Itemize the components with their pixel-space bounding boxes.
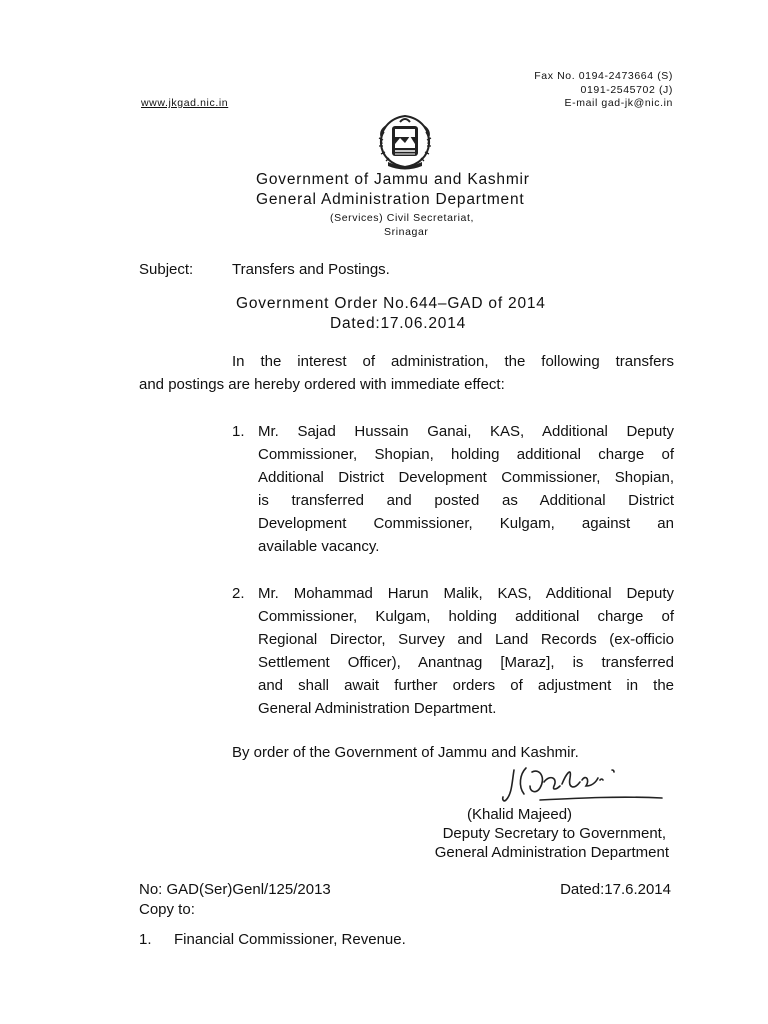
office-line-2: Srinagar xyxy=(384,226,429,238)
item-1-line-2: Commissioner, Shopian, holding additional charge of xyxy=(258,446,674,463)
intro-line-2: and postings are hereby ordered with immediate effect: xyxy=(139,376,505,393)
item-2-line-1: Mr. Mohammad Harun Malik, KAS, Additional Deputy xyxy=(258,585,674,602)
signatory-designation-1: Deputy Secretary to Government, xyxy=(442,825,666,842)
closing-line: By order of the Government of Jammu and Kashmir. xyxy=(232,744,579,761)
website-link[interactable]: www.jkgad.nic.in xyxy=(141,97,229,109)
item-1-line-5: Development Commissioner, Kulgam, against an xyxy=(258,515,674,532)
org-line-1: Government of Jammu and Kashmir xyxy=(256,171,530,188)
intro-line-1: In the interest of administration, the following transfers xyxy=(232,353,674,370)
subject-label: Subject: xyxy=(139,261,194,278)
item-2-number: 2. xyxy=(232,585,245,602)
item-2-line-5: and shall await further orders of adjustment in the xyxy=(258,677,674,694)
copy-to-label: Copy to: xyxy=(139,901,195,918)
reference-number: No: GAD(Ser)Genl/125/2013 xyxy=(139,881,331,898)
signatory-designation-2: General Administration Department xyxy=(434,844,669,861)
email-line: E-mail gad-jk@nic.in xyxy=(564,97,673,109)
copy-item-text: Financial Commissioner, Revenue. xyxy=(174,931,406,948)
fax-line-2: 0191-2545702 (J) xyxy=(580,84,673,96)
fax-line-1: Fax No. 0194-2473664 (S) xyxy=(534,70,673,82)
reference-date: Dated:17.6.2014 xyxy=(560,881,671,898)
item-2-line-6: General Administration Department. xyxy=(258,700,497,717)
item-1-line-6: available vacancy. xyxy=(258,538,380,555)
item-1-line-4: is transferred and posted as Additional District xyxy=(258,492,674,509)
signatory-name: (Khalid Majeed) xyxy=(467,806,573,823)
item-2-line-2: Commissioner, Kulgam, holding additional charge of xyxy=(258,608,674,625)
order-title: Government Order No.644–GAD of 2014 xyxy=(236,295,546,312)
item-2-line-4: Settlement Officer), Anantnag [Maraz], is transferred xyxy=(258,654,674,671)
copy-item-number: 1. xyxy=(139,931,152,948)
order-date: Dated:17.06.2014 xyxy=(330,315,467,332)
item-1-line-3: Additional District Development Commissioner, Shopian, xyxy=(258,469,674,486)
org-line-2: General Administration Department xyxy=(256,191,525,208)
item-1-line-1: Mr. Sajad Hussain Ganai, KAS, Additional Deputy xyxy=(258,423,674,440)
item-2-line-3: Regional Director, Survey and Land Records (ex-officio xyxy=(258,631,674,648)
state-emblem-icon xyxy=(374,112,436,172)
subject-text: Transfers and Postings. xyxy=(232,261,390,278)
office-line-1: (Services) Civil Secretariat, xyxy=(330,212,475,224)
item-1-number: 1. xyxy=(232,423,245,440)
